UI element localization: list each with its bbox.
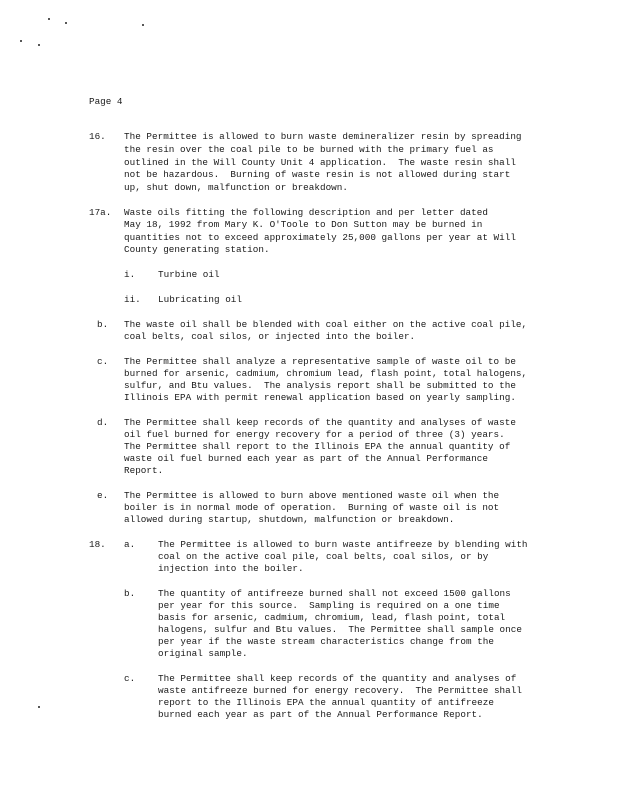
text-line: burned each year as part of the Annual Performance Report. [158, 709, 483, 720]
text-line: coal belts, coal silos, or injected into the boiler. [124, 331, 416, 342]
text-line: Waste oils fitting the following description and per letter dated [124, 207, 488, 218]
text-line: waste antifreeze burned for energy recovery. The Permittee shall [158, 685, 522, 696]
text-line: per year for this source. Sampling is required on a one time [158, 600, 500, 611]
item-number: ii. [124, 294, 141, 305]
text-line: The quantity of antifreeze burned shall not exceed 1500 gallons [158, 588, 511, 599]
section-number: 16. [89, 131, 106, 142]
item-number: e. [97, 490, 109, 501]
section-number: 17a. [89, 207, 112, 218]
page-number: Page 4 [89, 96, 123, 107]
item-number: c. [124, 673, 136, 684]
text-line: outlined in the Will County Unit 4 application. The waste resin shall [124, 157, 516, 168]
text-line: basis for arsenic, cadmium, chromium, lead, flash point, total [158, 612, 506, 623]
item-number: a. [124, 539, 136, 550]
text-line: quantities not to exceed approximately 25,000 gallons per year at Will [124, 232, 516, 243]
text-line: The Permittee shall report to the Illinois EPA the annual quantity of [124, 441, 511, 452]
text-line: injection into the boiler. [158, 563, 304, 574]
text-line: the resin over the coal pile to be burned with the primary fuel as [124, 144, 494, 155]
section-number: 18. [89, 539, 106, 550]
text-line: County generating station. [124, 244, 270, 255]
text-line: The Permittee is allowed to burn above mentioned waste oil when the [124, 490, 500, 501]
text-line: The Permittee shall analyze a representative sample of waste oil to be [124, 356, 516, 367]
text-line: halogens, sulfur and Btu values. The Permittee shall sample once [158, 624, 522, 635]
item-number: b. [97, 319, 109, 330]
item-number: c. [97, 356, 109, 367]
item-number: b. [124, 588, 136, 599]
text-line: waste oil fuel burned each year as part of the Annual Performance [124, 453, 488, 464]
text-line: Report. [124, 465, 164, 476]
text-line: The waste oil shall be blended with coal either on the active coal pile, [124, 319, 528, 330]
text-line: allowed during startup, shutdown, malfunction or breakdown. [124, 514, 455, 525]
text-line: Illinois EPA with permit renewal application based on yearly sampling. [124, 392, 516, 403]
text-line: per year if the waste stream characteristics change from the [158, 636, 494, 647]
text-line: oil fuel burned for energy recovery for a period of three (3) years. [124, 429, 505, 440]
text-line: The Permittee is allowed to burn waste demineralizer resin by spreading [124, 131, 522, 142]
text-line: The Permittee is allowed to burn waste antifreeze by blending with [158, 539, 528, 550]
text-line: coal on the active coal pile, coal belts, coal silos, or by [158, 551, 489, 562]
text-line: sulfur, and Btu values. The analysis report shall be submitted to the [124, 380, 516, 391]
text-line: The Permittee shall keep records of the quantity and analyses of waste [124, 417, 516, 428]
text-line: The Permittee shall keep records of the quantity and analyses of [158, 673, 517, 684]
text-line: not be hazardous. Burning of waste resin is not allowed during start [124, 169, 511, 180]
text-line: boiler is in normal mode of operation. Burning of waste oil is not [124, 502, 500, 513]
text-line: burned for arsenic, cadmium, chromium lead, flash point, total halogens, [124, 368, 528, 379]
text-line: Lubricating oil [158, 294, 242, 305]
text-line: up, shut down, malfunction or breakdown. [124, 182, 348, 193]
text-line: May 18, 1992 from Mary K. O'Toole to Don Sutton may be burned in [124, 219, 483, 230]
text-line: Turbine oil [158, 269, 220, 280]
text-line: report to the Illinois EPA the annual quantity of antifreeze [158, 697, 494, 708]
text-line: original sample. [158, 648, 248, 659]
item-number: i. [124, 269, 136, 280]
item-number: d. [97, 417, 109, 428]
